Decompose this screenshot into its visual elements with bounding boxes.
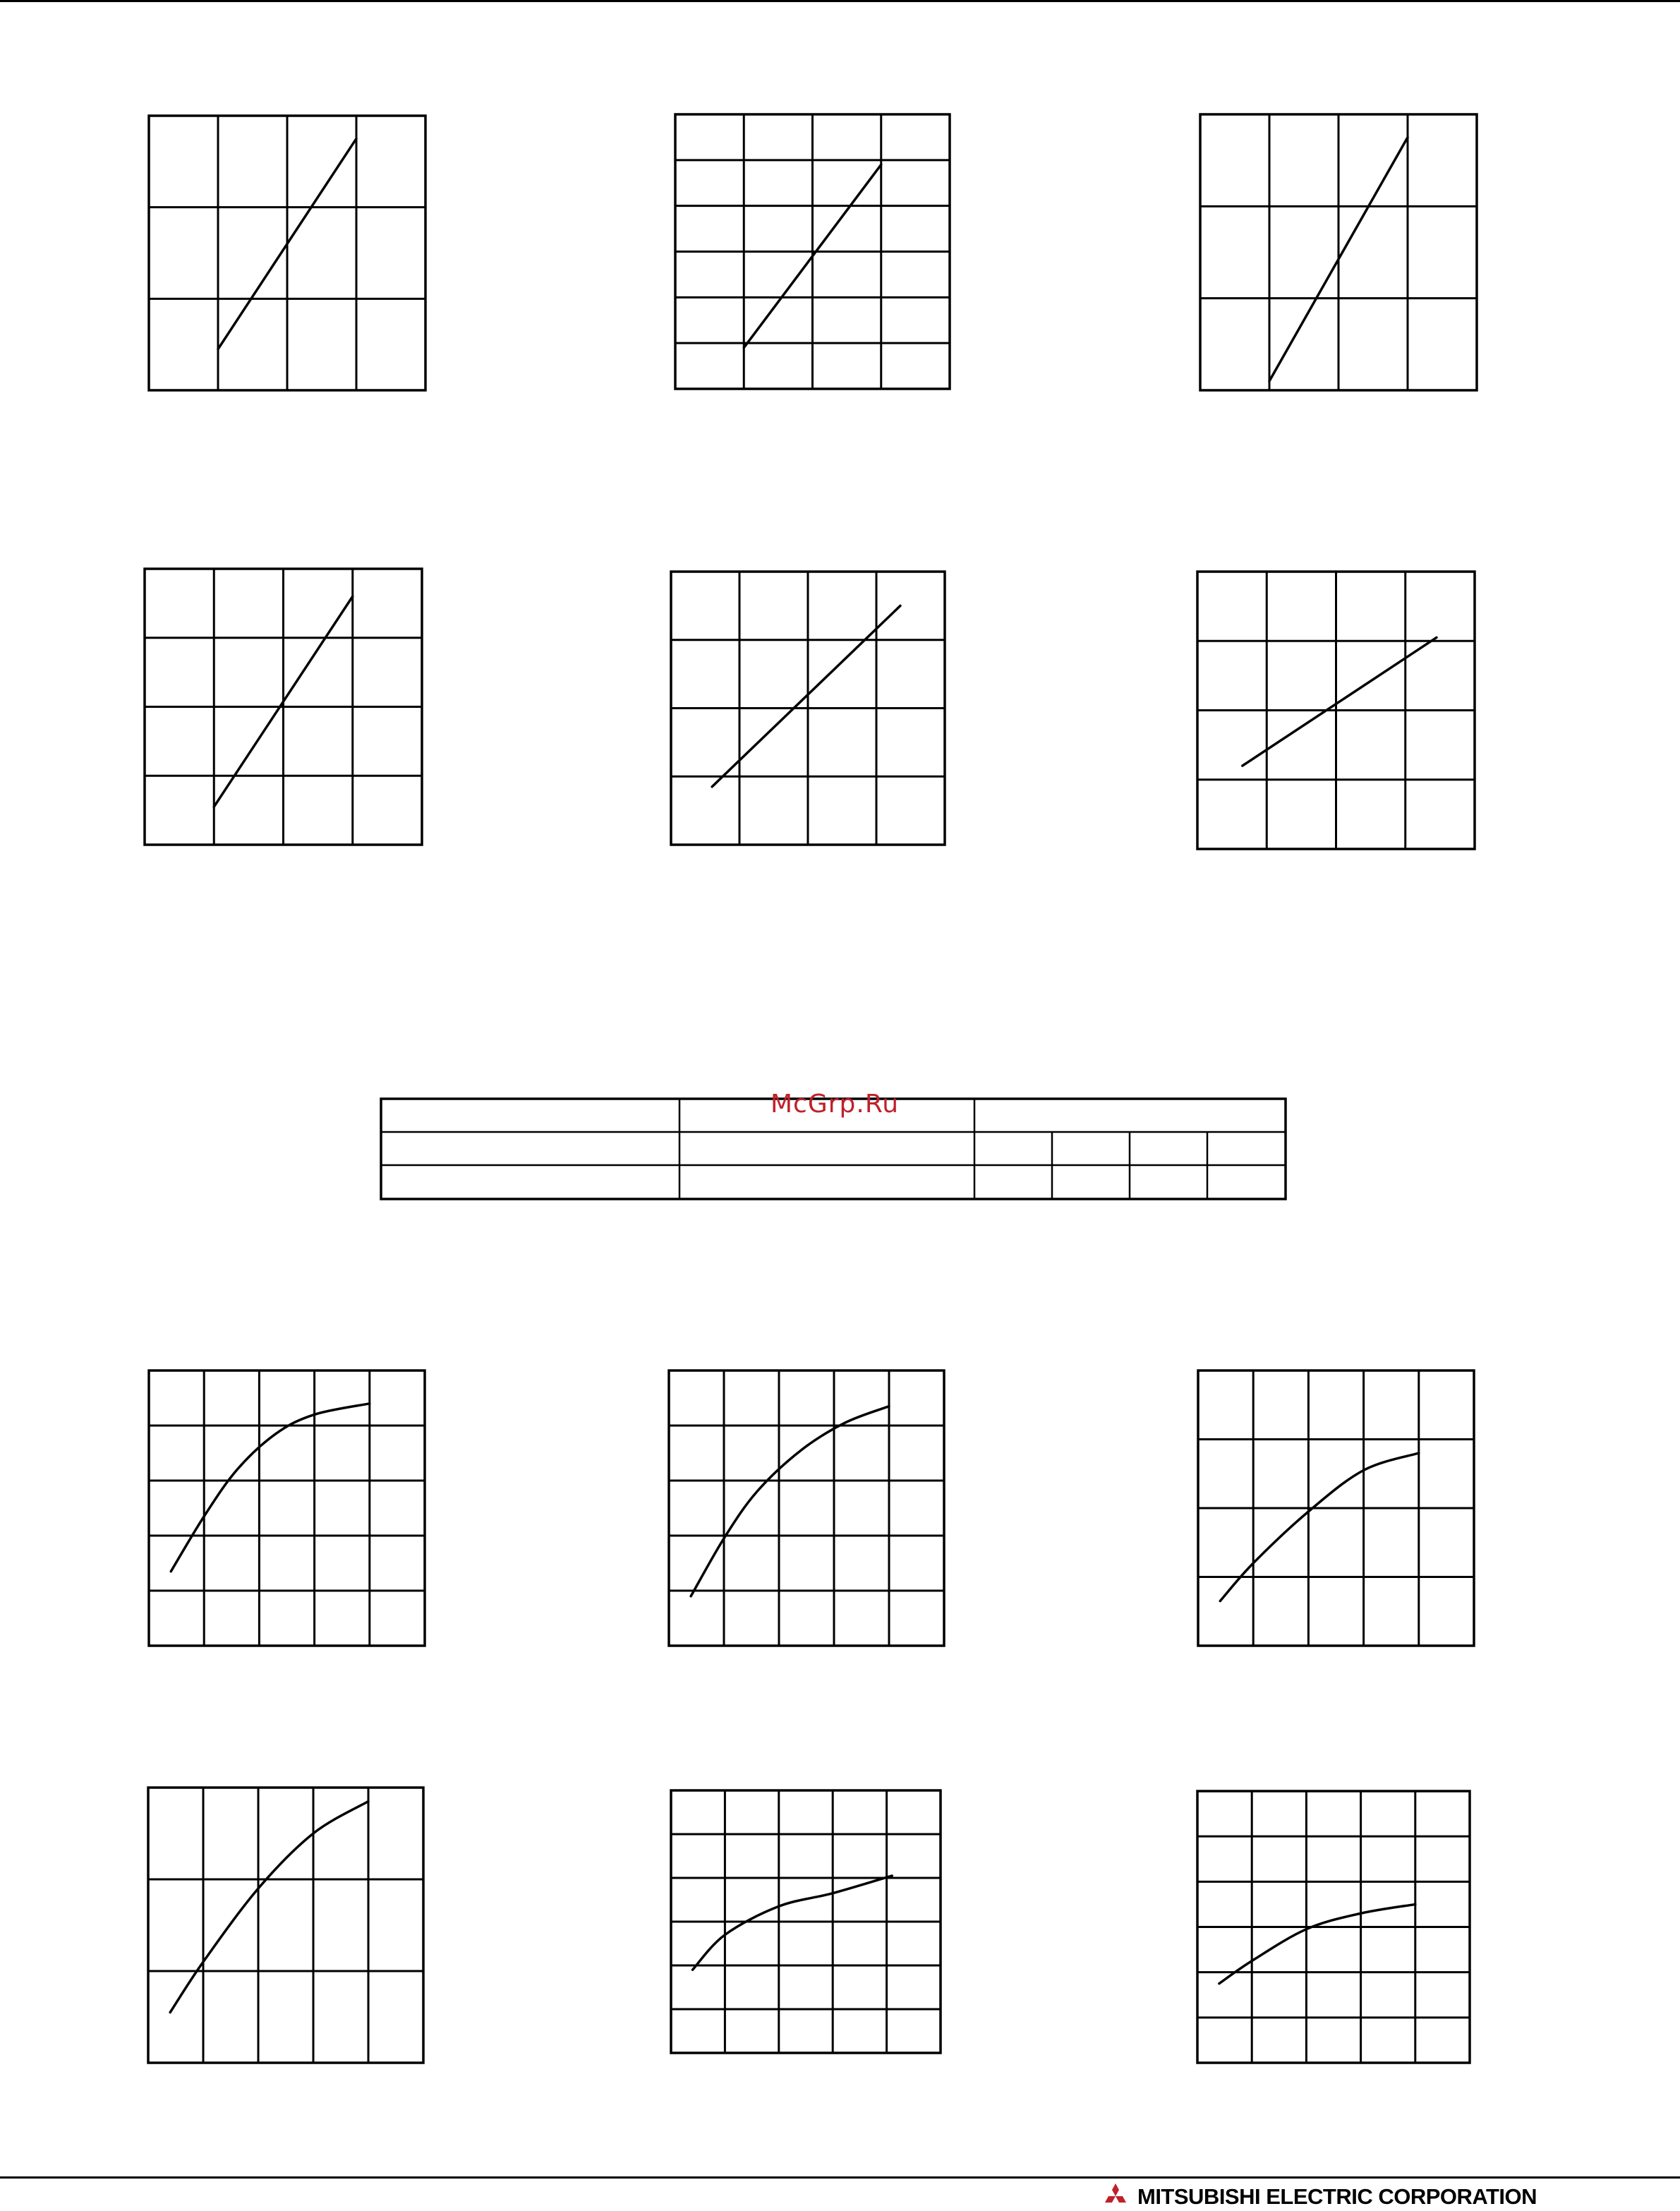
chart-8 xyxy=(669,1370,944,1646)
company-name: MITSUBISHI ELECTRIC CORPORATION xyxy=(1137,2184,1537,2209)
plot-frame xyxy=(149,1370,425,1646)
series-line-1 xyxy=(1220,1453,1419,1601)
chart-4 xyxy=(145,569,422,845)
chart-5 xyxy=(671,572,945,845)
chart-10 xyxy=(148,1788,423,2063)
chart-2 xyxy=(675,114,950,389)
chart-9 xyxy=(1198,1370,1474,1646)
series-line-1 xyxy=(691,1406,889,1596)
mitsubishi-logo-icon xyxy=(1101,2183,1130,2210)
chart-11 xyxy=(671,1790,941,2053)
series-line-1 xyxy=(171,1404,370,1572)
chart-3 xyxy=(1200,114,1477,390)
series-line-1 xyxy=(170,1802,368,2013)
chart-1 xyxy=(149,116,425,390)
chart-7 xyxy=(149,1370,425,1646)
chart-12 xyxy=(1197,1791,1470,2063)
plot-frame xyxy=(669,1370,944,1646)
series-line-1 xyxy=(693,1876,893,1970)
plot-frame xyxy=(148,1788,423,2063)
chart-6 xyxy=(1197,572,1475,849)
series-line-1 xyxy=(1243,637,1437,766)
footer-brand xyxy=(1101,2183,1537,2211)
watermark-text: McGrp.Ru xyxy=(770,1090,900,1119)
